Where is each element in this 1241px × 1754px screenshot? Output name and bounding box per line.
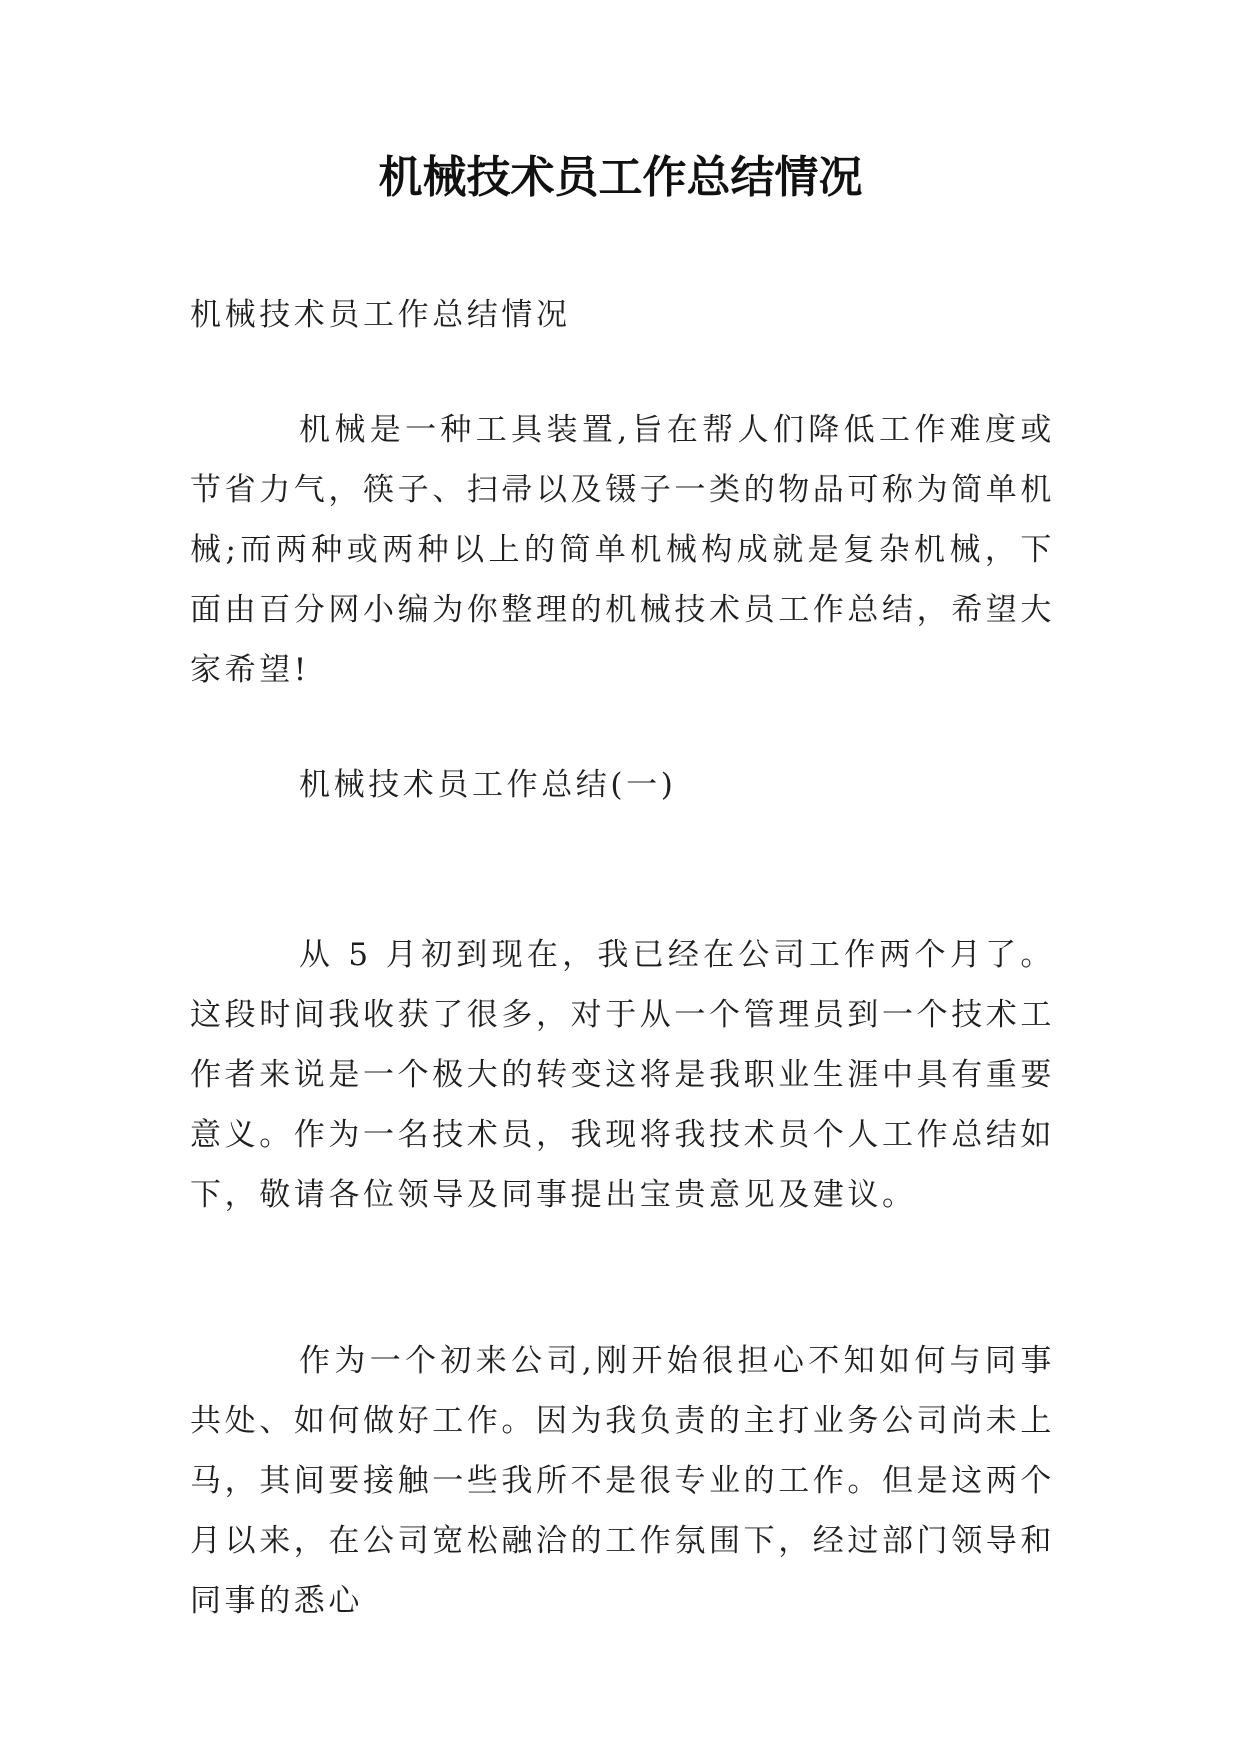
document-subtitle: 机械技术员工作总结情况 <box>190 297 571 333</box>
intro-paragraph: 机械是一种工具装置,旨在帮人们降低工作难度或节省力气，筷子、扫帚以及镊子一类的物品可称为简单机械;而两种或两种以上的简单机械构成就是复杂机械，下面由百分网小编为你整理的机械技术员工作总结，希望大家希望! <box>190 412 1055 688</box>
body-paragraph-1: 从 5 月初到现在，我已经在公司工作两个月了。这段时间我收获了很多，对于从一个管理员到一个技术工作者来说是一个极大的转变这将是我职业生涯中具有重要意义。作为一名技术员，我现将我技术员个人工作总结如下，敬请各位领导及同事提出宝贵意见及建议。 <box>190 937 1055 1213</box>
section-heading: 机械技术员工作总结(一) <box>299 767 677 803</box>
body-paragraph-2: 作为一个初来公司,刚开始很担心不知如何与同事共处、如何做好工作。因为我负责的主打业务公司尚未上马，其间要接触一些我所不是很专业的工作。但是这两个月以来，在公司宽松融洽的工作氛围下，经过部门领导和同事的悉心 <box>190 1343 1055 1619</box>
document-title: 机械技术员工作总结情况 <box>378 152 863 203</box>
